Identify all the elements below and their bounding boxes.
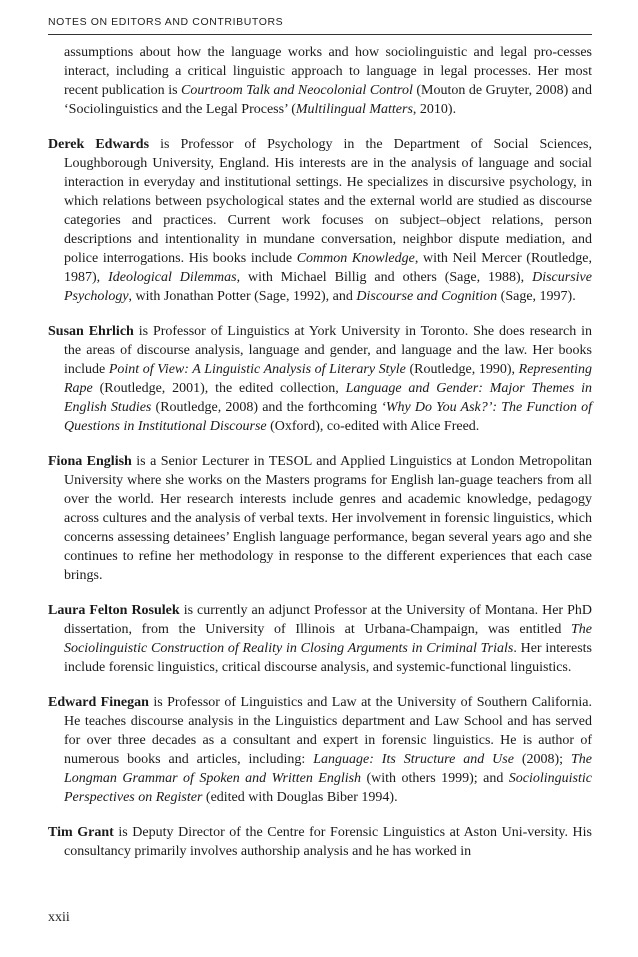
contributor-entry xyxy=(48,43,592,119)
work-title: Common Knowledge xyxy=(296,251,415,266)
bio-text: (Routledge, 1990), xyxy=(405,362,519,377)
work-title: Discursive Psychology xyxy=(64,270,592,304)
bio-text: (Routledge, 2008) and the forthcoming xyxy=(151,400,382,415)
work-title: Representing Rape xyxy=(64,362,592,396)
work-title: Sociolinguistic Perspectives on Register xyxy=(64,771,592,805)
bio-text: , with Michael Billig and others (Sage, 1988), xyxy=(236,270,533,285)
running-head: NOTES ON EDITORS AND CONTRIBUTORS xyxy=(48,16,284,28)
contributor-notes xyxy=(48,43,592,877)
bio-text: (edited with Douglas Biber 1994). xyxy=(202,790,398,805)
work-title: Multilingual Matters xyxy=(295,102,413,117)
bio-text: assumptions about how the language works and how sociolinguistic and legal pro-cesses interact, including a critical linguistic approach to language in legal processes. Her most recent publication is xyxy=(64,45,592,98)
bio-text: is a Senior Lecturer in TESOL and Applied Linguistics at London Metropolitan University where she works on the Masters programs for English lan-guage teachers from all over the world. Her research interests include genres and academic knowledge, pedagogy across cultures and the analysis of verbal texts. Her involvement in forensic linguistics, which concerns assessing detainees’ English language performance, began several years ago and she continues to refine her methodology in response to the different experiences that each case brings. xyxy=(64,454,592,583)
work-title: Ideological Dilemmas xyxy=(108,270,237,285)
header-rule xyxy=(48,34,592,35)
bio-text: is Professor of Linguistics at York University in Toronto. She does research in the areas of discourse analysis, language and gender, and language and the law. Her books include xyxy=(64,324,592,377)
bio-text: (Sage, 1997). xyxy=(497,289,576,304)
bio-text: (Oxford), co-edited with Alice Freed. xyxy=(266,419,480,434)
work-title: Language and Gender: Major Themes in English Studies xyxy=(64,381,592,415)
contributor-entry xyxy=(48,693,592,807)
bio-text: (2008); xyxy=(513,752,571,767)
bio-text: (Mouton de Gruyter, 2008) and ‘Sociolinguistics and the Legal Process’ ( xyxy=(64,83,592,117)
contributor-name: Susan Ehrlich xyxy=(48,324,134,339)
work-title: The Longman Grammar of Spoken and Written English xyxy=(64,752,592,786)
contributor-entry xyxy=(48,322,592,436)
contributor-entry xyxy=(48,823,592,861)
contributor-name: Laura Felton Rosulek xyxy=(48,603,180,618)
work-title: ‘Why Do You Ask?’: The Function of Questions in Institutional Discourse xyxy=(64,400,592,434)
bio-text: , 2010). xyxy=(412,102,457,117)
bio-text: , with Neil Mercer (Routledge, 1987), xyxy=(64,251,592,285)
contributor-name: Tim Grant xyxy=(48,825,114,840)
bio-text: is currently an adjunct Professor at the University of Montana. Her PhD dissertation, from the University of Illinois at Urbana-Champaign, was entitled xyxy=(64,603,592,637)
work-title: Courtroom Talk and Neocolonial Control xyxy=(181,83,413,98)
bio-text: . Her interests include forensic linguistics, critical discourse analysis, and systemic-functional linguistics. xyxy=(64,641,592,675)
contributor-entry xyxy=(48,601,592,677)
page-number: xxii xyxy=(48,910,70,925)
bio-text: (Routledge, 2001), the edited collection, xyxy=(92,381,346,396)
contributor-name: Edward Finegan xyxy=(48,695,149,710)
contributor-name: Derek Edwards xyxy=(48,137,150,152)
bio-text: (with others 1999); and xyxy=(361,771,509,786)
bio-text: , with Jonathan Potter (Sage, 1992), and xyxy=(128,289,357,304)
bio-text: is Professor of Linguistics and Law at the University of Southern California. He teaches discourse analysis in the Linguistics department and Law School and has served for over three decades as a consultant and expert in forensic linguistics. He is author of numerous books and articles, including: xyxy=(64,695,592,767)
contributor-entry xyxy=(48,135,592,306)
work-title: The Sociolinguistic Construction of Reality in Closing Arguments in Criminal Trials xyxy=(64,622,592,656)
work-title: Discourse and Cognition xyxy=(356,289,498,304)
work-title: Point of View: A Linguistic Analysis of Literary Style xyxy=(108,362,406,377)
contributor-name: Fiona English xyxy=(48,454,132,469)
bio-text: is Deputy Director of the Centre for Forensic Linguistics at Aston Uni-versity. His consultancy primarily involves authorship analysis and he has worked in xyxy=(64,825,592,859)
work-title: Language: Its Structure and Use xyxy=(313,752,514,767)
contributor-entry xyxy=(48,452,592,585)
bio-text: is Professor of Psychology in the Department of Social Sciences, Loughborough University, England. His interests are in the analysis of language and social interaction in everyday and institutional settings. He specializes in discursive psychology, in which relations between psychological states and the external world are studied as discourse categories and practices. Current work focuses on subject–object relations, person descriptions and intentionality in mundane conversation, neighbor dispute mediation, and police interrogations. His books include xyxy=(64,137,593,266)
